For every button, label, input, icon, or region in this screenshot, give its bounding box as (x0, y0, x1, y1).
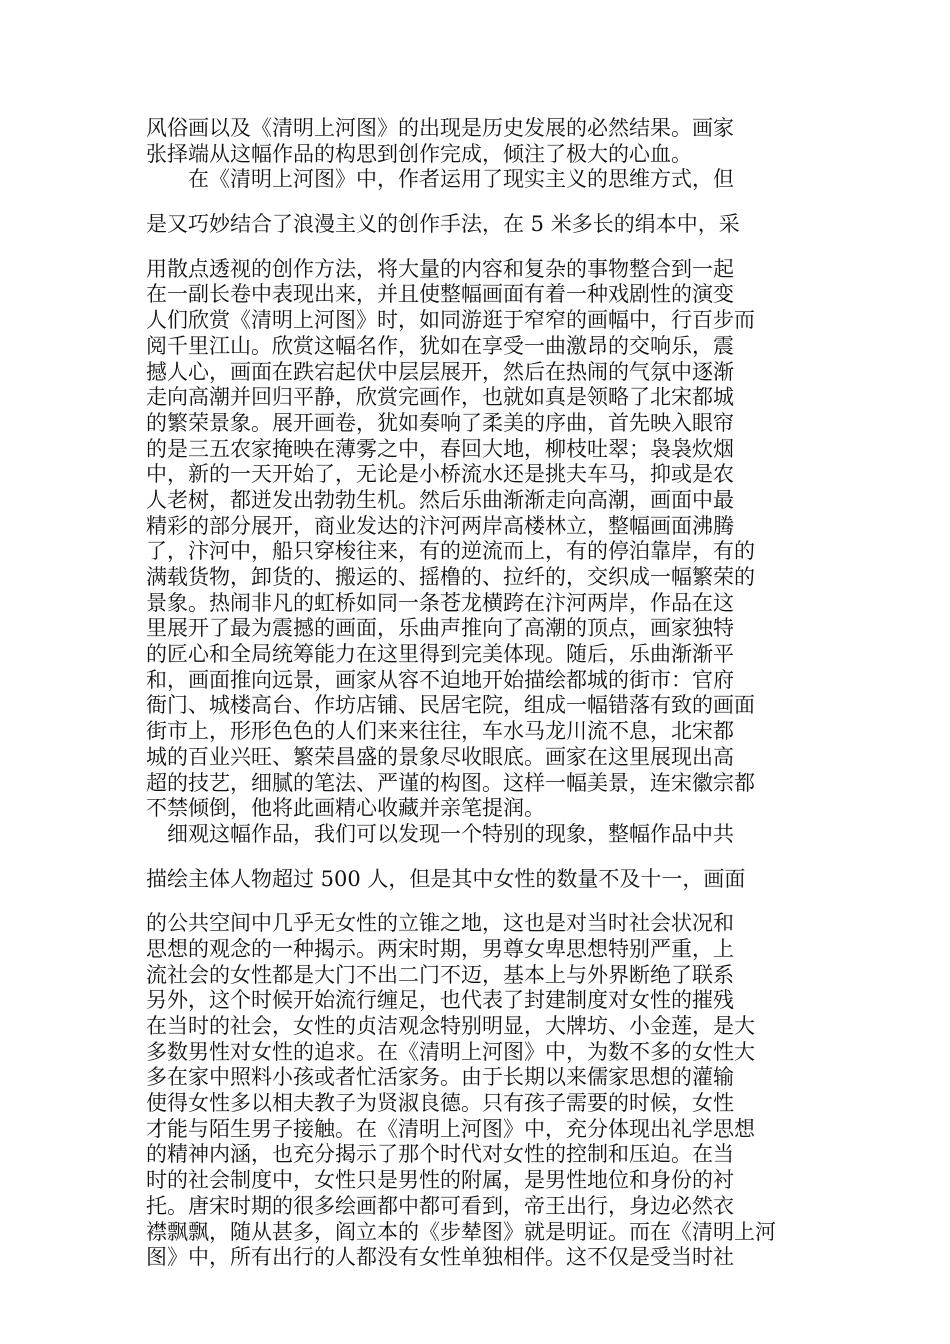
text-line: 里展开了最为震撼的画面，乐曲声推向了高潮的顶点，画家独特 (146, 616, 734, 641)
text-line: 用散点透视的创作方法，将大量的内容和复杂的事物整合到一起 (146, 256, 734, 281)
text-line: 城的百业兴旺、繁荣昌盛的景象尽收眼底。画家在这里展现出高 (146, 744, 734, 769)
text-line: 街市上，形形色色的人们来来往往，车水马龙川流不息，北宋都 (146, 719, 734, 744)
text-line: 描绘主体人物超过 500 人，但是其中女性的数量不及十一，画面 (146, 866, 746, 891)
text-line: 衙门、城楼高台、作坊店铺、民居宅院，组成一幅错落有致的画面 (146, 693, 755, 718)
text-line: 的公共空间中几乎无女性的立锥之地，这也是对当时社会状况和 (146, 911, 734, 936)
text-line: 多数男性对女性的追求。在《清明上河图》中，为数不多的女性大 (146, 1039, 755, 1064)
text-line: 多在家中照料小孩或者忙活家务。由于长期以来儒家思想的灌输 (146, 1065, 734, 1090)
text-line: 另外，这个时候开始流行缠足，也代表了封建制度对女性的摧残 (146, 988, 734, 1013)
text-line: 襟飘飘，随从甚多，阎立本的《步辇图》就是明证。而在《清明上河 (146, 1219, 776, 1244)
text-line: 的是三五农家掩映在薄雾之中，春回大地，柳枝吐翠；袅袅炊烟 (146, 436, 734, 461)
text-line: 的繁荣景象。展开画卷，犹如奏响了柔美的序曲，首先映入眼帘 (146, 410, 734, 435)
text-line: 走向高潮并回归平静，欣赏完画作，也就如真是领略了北宋都城 (146, 385, 734, 410)
text-line: 满载货物，卸货的、搬运的、摇橹的、拉纤的，交织成一幅繁荣的 (146, 565, 755, 589)
text-line: 了，汴河中，船只穿梭往来，有的逆流而上，有的停泊靠岸，有的 (146, 539, 755, 564)
article-body (146, 116, 810, 1271)
text-line: 撼人心，画面在跌宕起伏中层层展开，然后在热闹的气氛中逐渐 (146, 359, 734, 384)
text-line: 人老树，都迸发出勃勃生机。然后乐曲渐渐走向高潮，画面中最 (146, 487, 734, 512)
text-line: 使得女性多以相夫教子为贤淑良德。只有孩子需要的时候，女性 (146, 1091, 734, 1116)
text-line: 是又巧妙结合了浪漫主义的创作手法，在 5 米多长的绢本中，采 (146, 212, 740, 237)
text-line: 中，新的一天开始了，无论是小桥流水还是挑夫车马，抑或是农 (146, 462, 734, 487)
text-line: 在《清明上河图》中，作者运用了现实主义的思维方式，但 (146, 167, 734, 192)
text-line: 才能与陌生男子接触。在《清明上河图》中，充分体现出礼学思想 (146, 1116, 755, 1141)
text-line: 风俗画以及《清明上河图》的出现是历史发展的必然结果。画家 (146, 116, 734, 140)
text-line: 图》中，所有出行的人都没有女性单独相伴。这不仅是受当时社 (146, 1245, 734, 1270)
text-line: 人们欣赏《清明上河图》时，如同游逛于窄窄的画幅中，行百步而 (146, 308, 755, 333)
text-line: 阅千里江山。欣赏这幅名作，犹如在享受一曲激昂的交响乐，震 (146, 333, 734, 358)
text-line: 时的社会制度中，女性只是男性的附属，是男性地位和身份的衬 (146, 1168, 734, 1193)
text-line: 超的技艺，细腻的笔法、严谨的构图。这样一幅美景，连宋徽宗都 (146, 770, 755, 795)
text-line: 细观这幅作品，我们可以发现一个特别的现象，整幅作品中共 (146, 821, 734, 846)
text-line: 的精神内涵，也充分揭示了那个时代对女性的控制和压迫。在当 (146, 1142, 734, 1167)
text-line: 在当时的社会，女性的贞洁观念特别明显，大牌坊、小金莲，是大 (146, 1014, 755, 1038)
text-line: 流社会的女性都是大门不出二门不迈，基本上与外界断绝了联系 (146, 962, 734, 987)
text-line: 精彩的部分展开，商业发达的汴河两岸高楼林立，整幅画面沸腾 (146, 513, 734, 538)
text-line: 不禁倾倒，他将此画精心收藏并亲笔提润。 (146, 796, 545, 821)
text-line: 景象。热闹非凡的虹桥如同一条苍龙横跨在汴河两岸，作品在这 (146, 590, 734, 615)
text-line: 张择端从这幅作品的构思到创作完成，倾注了极大的心血。 (146, 141, 692, 166)
text-line: 在一副长卷中表现出来，并且使整幅画面有着一种戏剧性的演变 (146, 282, 734, 307)
text-line: 和，画面推向远景，画家从容不迫地开始描绘都城的街市：官府 (146, 667, 734, 692)
text-line: 的匠心和全局统筹能力在这里得到完美体现。随后，乐曲渐渐平 (146, 642, 734, 667)
text-line: 思想的观念的一种揭示。两宋时期，男尊女卑思想特别严重，上 (146, 936, 734, 961)
text-line: 托。唐宋时期的很多绘画都中都可看到，帝王出行，身边必然衣 (146, 1193, 734, 1218)
